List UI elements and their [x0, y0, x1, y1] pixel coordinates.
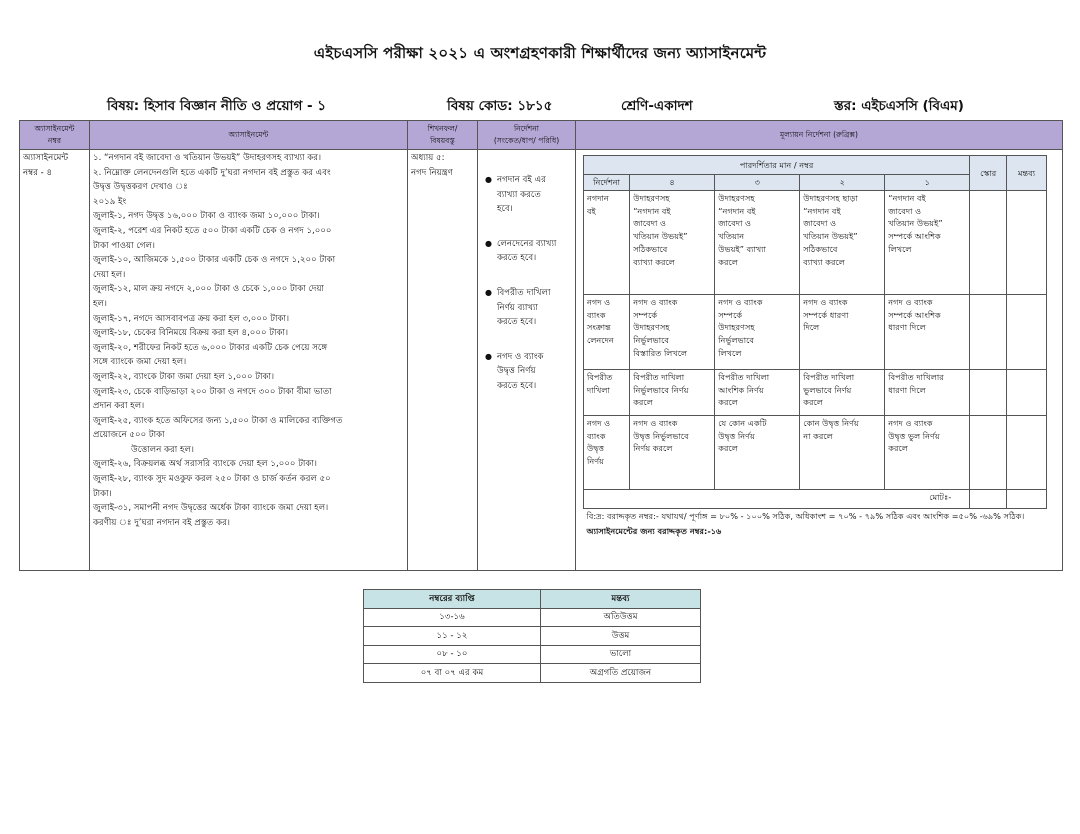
- rubric-cell-line: উদাহরণসহ: [633, 192, 670, 203]
- rubric-cell-line: বিপরীত দাখিলা: [718, 371, 770, 382]
- rubric-cell-line: লিখলে: [718, 347, 742, 358]
- rubric-cell: [885, 369, 970, 415]
- rubric-cell: [630, 294, 715, 369]
- rubric-remark-cell: [1007, 190, 1047, 294]
- instructions-cell: [478, 150, 576, 571]
- rubric-cell-line: ধারণা দিলে: [888, 322, 926, 333]
- rubric-criterion-line: নগদান: [587, 192, 609, 203]
- grade-range: ০৭ বা ০৭ এর কম: [364, 664, 541, 683]
- assignment-line: ১. “নগদান বই জাবেদা ও খতিয়ান উভয়ই” উদাহরণসহ ব্যাখ্যা কর।: [93, 153, 322, 163]
- rubric-header-row: [584, 156, 1047, 175]
- rubric-cell: [800, 190, 885, 294]
- rubric-note-row: [584, 508, 1047, 538]
- rubric-cell: [800, 294, 885, 369]
- assignment-line: ২. নিম্নোক্ত লেনদেনগুলি হতে একটি দু’ঘরা নগদান বই প্রস্তুত কর এবং: [93, 167, 331, 178]
- rubric-level-4: ১: [885, 175, 970, 191]
- rubric-criterion: [584, 369, 630, 415]
- assignment-line: জুলাই-১৭, নগদে আসবাবপত্র ক্রয় করা হল ৩,০০০ টাকা।: [93, 313, 290, 324]
- rubric-header-score: স্কোর: [970, 156, 1007, 191]
- grade-header-row: [364, 590, 701, 609]
- instruction-line: ব্যাখ্যা করতে: [497, 189, 541, 200]
- rubric-level-2: ৩: [715, 175, 800, 191]
- rubric-cell-line: সম্পর্কে আংশিক: [888, 309, 941, 320]
- instruction-item: [485, 286, 572, 330]
- assignment-line: টাকা।: [93, 488, 112, 499]
- rubric-cell: [630, 415, 715, 489]
- instruction-list: [481, 173, 572, 394]
- rubric-cell-line: উদ্বৃত্ত ভুল নির্ণয়: [888, 430, 940, 441]
- instruction-line: ● বিপরীত দাখিলা: [497, 287, 551, 298]
- grade-header: মন্তব্য: [541, 590, 701, 609]
- instruction-item: [485, 350, 572, 394]
- rubric-cell-line: উদাহরণসহ ছাড়া: [803, 192, 858, 203]
- rubric-cell-line: খতিয়ান উভয়ই”: [633, 231, 688, 242]
- assignment-line: টাকা পাওয়া গেল।: [93, 240, 155, 251]
- header-learning-outcome: শিখনফল/ বিষয়বস্তু: [408, 121, 478, 150]
- assignment-line: করণীয় ঃ দু’ঘরা নগদান বই প্রস্তুত কর।: [93, 517, 230, 528]
- rubric-cell-line: করলে: [718, 256, 738, 267]
- rubric-total-score: [970, 489, 1007, 508]
- assignment-line: প্রয়োজনে ৫০০ টাকা: [93, 430, 165, 441]
- class-label: শ্রেণি-একাদশ: [621, 98, 693, 114]
- rubric-row: [584, 369, 1047, 415]
- assignment-line: জুলাই-১২, মাল ক্রয় নগদে ২,০০০ টাকা ও চেকে ১,০০০ টাকা দেয়া: [93, 284, 324, 295]
- grade-row: [364, 608, 701, 627]
- rubric-criterion-line: উদ্বৃত্ত: [587, 443, 605, 454]
- grade-row: [364, 664, 701, 683]
- grade-remark: অতিউত্তম: [541, 608, 701, 627]
- rubric-criterion-line: সংক্রান্ত: [587, 322, 611, 333]
- rubric-cell-line: উদাহরণসহ: [718, 192, 755, 203]
- rubric-cell-line: জাবেদা ও: [633, 218, 667, 229]
- assignment-line: জুলাই-২৬, বিক্রয়লব্ধ অর্থ সরাসরি ব্যাংকে দেয়া হল ১,০০০ টাকা।: [93, 459, 317, 470]
- instruction-line: করতে হবে।: [497, 380, 537, 391]
- rubric-criterion: [584, 415, 630, 489]
- rubric-cell-line: জাবেদা ও: [718, 218, 752, 229]
- learning-cell: অধ্যায় ৫: নগদ নিয়ন্ত্রণ: [408, 150, 478, 571]
- grade-range: ০৮ - ১০: [364, 645, 541, 664]
- rubric-cell: [715, 369, 800, 415]
- rubric-cell-line: নগদ ও ব্যাংক: [888, 417, 933, 428]
- assignment-line: জুলাই-১০, আজিমকে ১,৫০০ টাকার একটি চেক ও নগদে ১,২০০ টাকা: [93, 255, 336, 266]
- rubric-remark-cell: [1007, 415, 1047, 489]
- level-label: স্তর: এইচএসসি (বিএম): [834, 98, 964, 114]
- rubric-cell: [715, 294, 800, 369]
- rubric-cell-line: সঠিকভাবে: [803, 243, 838, 254]
- rubric-row: [584, 415, 1047, 489]
- instruction-line: উদ্বৃত্ত নির্ণয়: [497, 366, 536, 377]
- instruction-line: করতে হবে।: [497, 253, 537, 264]
- assignment-line: জুলাই-২৮, ব্যাংক সুদ মওকুফ করল ২৫০ টাকা ও চার্জ কর্তন করল ৫০: [93, 474, 331, 485]
- rubric-cell-line: বিপরীত দাখিলা: [803, 371, 855, 382]
- rubric-cell-line: নগদ ও ব্যাংক: [888, 296, 933, 307]
- assignment-text-cell: [90, 150, 408, 571]
- rubric-cell-line: বিস্তারিত লিখলে: [633, 347, 688, 358]
- rubric-total-row: [584, 489, 1047, 508]
- rubric-cell: [715, 190, 800, 294]
- page-title: এইচএসসি পরীক্ষা ২০২১ এ অংশগ্রহণকারী শিক্ষার্থীদের জন্য অ্যাসাইনমেন্ট: [313, 44, 767, 62]
- grade-range: ১১ - ১২: [364, 627, 541, 646]
- instruction-line: ● নগদ ও ব্যাংক: [497, 351, 544, 362]
- rubric-note-text: বি:দ্র: বরাদ্দকৃত নম্বর:- যথাযথ/ পূর্ণাঙ্গ = ৮০% - ১০০% সঠিক, অধিকাংশ = ৭০% - ৭৯% সঠিক এবং আংশিক =৫০% -৬৯% সঠিক।: [586, 510, 1025, 521]
- assignment-line: জুলাই-২০, শরীফের নিকট হতে ৬,০০০ টাকার একটি চেক পেয়ে সঙ্গে: [93, 342, 328, 353]
- assignment-text: [93, 151, 404, 530]
- rubric-cell-line: উদ্বৃত্ত নির্ভুলভাবে: [633, 430, 689, 441]
- rubric-cell-line: আংশিক নির্ণয়: [718, 384, 764, 395]
- assignment-line: জুলাই-৩১, সমাপনী নগদ উদ্বৃত্তের অর্ধেক টাকা ব্যাংকে জমা দেয়া হল।: [93, 503, 329, 514]
- rubric-cell: [885, 415, 970, 489]
- rubric-cell-line: ব্যাখ্যা করলে: [803, 256, 845, 267]
- rubric-cell-line: উদ্বৃত্ত নির্ণয়: [718, 430, 755, 441]
- rubric-cell-line: ভুলভাবে নির্ণয়: [803, 384, 852, 395]
- rubric-level-3: ২: [800, 175, 885, 191]
- instruction-item: [485, 237, 572, 266]
- assignment-line: জুলাই-১৮, চেকের বিনিময়ে বিক্রয় করা হল ৪,০০০ টাকা।: [93, 328, 289, 339]
- rubric-cell-line: সম্পর্কে: [633, 309, 658, 320]
- assignment-number-cell: অ্যাসাইনমেন্ট নম্বর - ৪: [20, 150, 90, 571]
- rubric-criterion: [584, 190, 630, 294]
- instruction-line: ● নগদান বই এর: [497, 175, 546, 185]
- rubric-remark-cell: [1007, 369, 1047, 415]
- assignment-line: জুলাই-২৩, চেকে বাড়িভাড়া ২০০ টাকা ও নগদে ৩০০ টাকা বীমা ভাতা: [93, 386, 332, 397]
- rubric-cell-line: নগদ ও ব্যাংক: [718, 296, 763, 307]
- subject-label: বিষয়: হিসাব বিজ্ঞান নীতি ও প্রয়োগ - ১: [107, 98, 327, 114]
- instruction-line: নির্ণয় ব্যাখ্যা: [497, 302, 538, 313]
- rubric-cell: [715, 415, 800, 489]
- rubric-cell-line: সম্পর্কে ধারণা: [803, 309, 849, 320]
- assignment-line: জুলাই-১, নগদ উদ্বৃত্ত ১৬,০০০ টাকা ও ব্যাংক জমা ১০,০০০ টাকা।: [93, 211, 320, 222]
- rubric-cell-line: লিখলে: [888, 243, 912, 254]
- grade-range: ১৩-১৬: [364, 608, 541, 627]
- rubric-cell-line: নির্ভুলভাবে: [633, 335, 669, 346]
- rubric-criterion-line: ব্যাংক: [587, 309, 606, 320]
- grade-row: [364, 627, 701, 646]
- rubric-cell-line: ধারণা দিলে: [888, 384, 926, 395]
- rubric-cell-line: উভয়ই” ব্যাখ্যা: [718, 243, 767, 254]
- grade-remark: উত্তম: [541, 627, 701, 646]
- rubric-cell-line: করলে: [718, 443, 738, 454]
- rubric-score-cell: [970, 369, 1007, 415]
- rubric-cell-line: নির্ভুলভাবে: [718, 335, 754, 346]
- rubric-score-cell: [970, 190, 1007, 294]
- rubric-cell-line: নির্ণয় করলে: [633, 443, 673, 454]
- rubric-remark-cell: [1007, 294, 1047, 369]
- header-assignment-number: অ্যাসাইনমেন্ট নম্বর: [20, 121, 90, 150]
- rubric-row: [584, 294, 1047, 369]
- rubric-cell-line: করলে: [888, 443, 908, 454]
- header-evaluation: মূল্যায়ন নির্দেশনা (রুব্রিক্স): [576, 121, 1063, 150]
- rubric-criterion: [584, 294, 630, 369]
- rubric-cell-line: নগদ ও ব্যাংক: [633, 417, 678, 428]
- rubric-cell-line: “নগদান বই: [718, 205, 756, 216]
- rubric-cell-line: “নগদান বই: [803, 205, 841, 216]
- rubric-cell: [630, 190, 715, 294]
- assignment-line: ২০১৯ ইং: [93, 196, 127, 207]
- assignment-line: উদ্বৃত্ত উদ্বৃত্তকরণ দেখাও ঃ: [93, 182, 188, 193]
- rubric-cell: [630, 369, 715, 415]
- rubric-criterion-line: বই: [587, 205, 596, 216]
- rubric-cell-line: সঠিকভাবে: [633, 243, 668, 254]
- rubric-cell-line: যে কোন একটি: [718, 417, 767, 428]
- rubric-allocated: অ্যাসাইনমেন্টের জন্য বরাদ্দকৃত নম্বর:-১৬: [586, 525, 722, 536]
- assignment-line: প্রদান করা হল।: [93, 401, 145, 412]
- rubric-cell-line: জাবেদা ও: [888, 205, 922, 216]
- rubric-criterion-line: নগদ ও: [587, 296, 611, 307]
- rubric-cell-line: নগদ ও ব্যাংক: [633, 296, 678, 307]
- rubric-header-main: পারদর্শিতার মান / নম্বর: [584, 156, 970, 175]
- instruction-item: [485, 173, 572, 217]
- rubric-cell-line: করলে: [633, 397, 653, 408]
- rubric-cell: [800, 415, 885, 489]
- rubric-cell-line: না করলে: [803, 430, 833, 441]
- grade-header: নম্বরের ব্যাপ্তি: [364, 590, 541, 609]
- rubric-criteria-header: নির্দেশনা: [584, 175, 630, 191]
- rubric-cell-line: বিপরীত দাখিলার: [888, 371, 944, 382]
- rubric-row: [584, 190, 1047, 294]
- rubric-level-1: ৪: [630, 175, 715, 191]
- rubric-cell-line: করলে: [803, 397, 823, 408]
- rubric-cell-line: জাবেদা ও: [803, 218, 837, 229]
- assignment-line: জুলাই-২, পরেশ এর নিকট হতে ৫০০ টাকা একটি চেক ও নগদ ১,০০০: [93, 225, 332, 236]
- rubric-total-remark: [1007, 489, 1047, 508]
- rubric-criterion-line: লেনদেন: [587, 335, 614, 346]
- rubric-cell-line: ব্যাখ্যা করলে: [633, 256, 675, 267]
- instruction-line: করতে হবে।: [497, 317, 537, 328]
- rubric-cell-line: করলে: [718, 397, 738, 408]
- rubric-cell-line: নগদ ও ব্যাংক: [803, 296, 848, 307]
- rubric-score-cell: [970, 294, 1007, 369]
- rubric-criterion-line: নগদ ও: [587, 417, 611, 428]
- rubric-cell-line: সম্পর্কে: [718, 309, 743, 320]
- rubric-cell-line: নির্ভুলভাবে নির্ণয়: [633, 384, 689, 395]
- rubric-cell-line: খতিয়ান: [718, 231, 745, 242]
- assignment-line: জুলাই-২৫, ব্যাংক হতে অফিসের জন্য ১,৫০০ টাকা ও মালিকের ব্যক্তিগত: [93, 415, 343, 426]
- header-assignment: অ্যাসাইনমেন্ট: [90, 121, 408, 150]
- rubric-cell-line: খতিয়ান উভয়ই”: [803, 231, 858, 242]
- grade-remark: অগ্রগতি প্রয়োজন: [541, 664, 701, 683]
- rubric-criterion-line: বিপরীত: [587, 371, 613, 382]
- grade-table: [363, 589, 701, 683]
- rubric-criterion-line: দাখিলা: [587, 384, 610, 395]
- assignment-line: হল।: [93, 298, 107, 309]
- instruction-line: ● লেনদেনের ব্যাখ্যা: [497, 238, 557, 249]
- rubric-criterion-line: ব্যাংক: [587, 430, 606, 441]
- grade-remark: ভালো: [541, 645, 701, 664]
- header-instructions: নির্দেশনা (সংকেত/ধাপ/ পরিধি): [478, 121, 576, 150]
- instruction-line: হবে।: [497, 204, 513, 215]
- rubric-cell: [885, 190, 970, 294]
- rubric-cell-line: খতিয়ান উভয়ই”: [888, 218, 943, 229]
- rubric-cell-line: উদাহরণসহ: [633, 322, 670, 333]
- rubric-cell: [800, 369, 885, 415]
- rubric-cell-line: কোন উদ্বৃত্ত নির্ণয়: [803, 417, 859, 428]
- rubric-criterion-line: নির্ণয়: [587, 456, 605, 467]
- rubric-cell-line: “নগদান বই: [633, 205, 671, 216]
- assignment-line: সঙ্গে ব্যাংকে জমা দেয়া হল।: [93, 357, 187, 368]
- subject-code: বিষয় কোড: ১৮১৫: [447, 98, 553, 114]
- rubric-cell-line: সম্পর্কে আংশিক: [888, 231, 941, 242]
- rubric-header-remark: মন্তব্য: [1007, 156, 1047, 191]
- rubric-cell-line: উদাহরণসহ: [718, 322, 755, 333]
- assignment-line: উত্তোলন করা হল।: [131, 444, 195, 455]
- rubric-cell-line: “নগদান বই: [888, 192, 926, 203]
- rubric-cell-line: দিলে: [803, 322, 820, 333]
- rubric-cell-line: বিপরীত দাখিলা: [633, 371, 685, 382]
- assignment-header-row: [20, 121, 1063, 150]
- rubric-score-cell: [970, 415, 1007, 489]
- grade-row: [364, 645, 701, 664]
- assignment-line: দেয়া হল।: [93, 269, 126, 280]
- rubric-cell: [885, 294, 970, 369]
- rubric-note: [584, 508, 1047, 538]
- rubric-total-label: মোটঃ-: [584, 489, 970, 508]
- assignment-line: জুলাই-২২, ব্যাংকে টাকা জমা দেয়া হল ১,০০০ টাকা।: [93, 371, 275, 382]
- rubric-table: [583, 155, 1047, 538]
